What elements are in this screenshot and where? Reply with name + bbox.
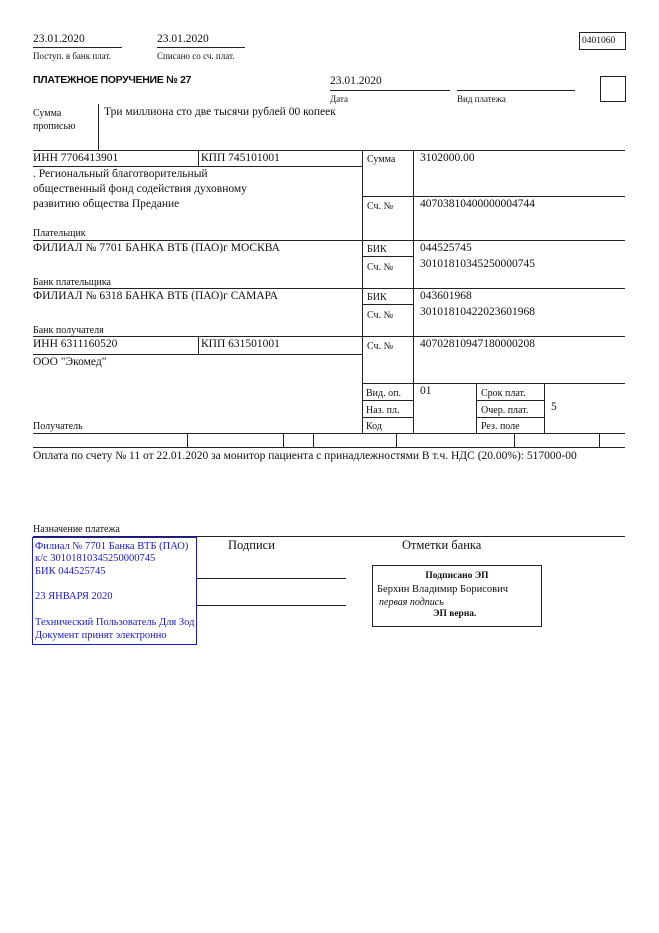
naz-pl-label: Наз. пл. <box>366 405 400 416</box>
payment-type-box <box>600 76 626 102</box>
srok-label: Срок плат. <box>481 388 526 399</box>
amount-words-label: Сумма <box>33 108 62 119</box>
amount-label: Сумма <box>367 154 396 165</box>
stamp-date: 23 ЯНВАРЯ 2020 <box>35 591 113 602</box>
bank-marks-label: Отметки банка <box>402 538 482 552</box>
payee-kpp: КПП 631501001 <box>201 338 280 350</box>
payee-account-label: Сч. № <box>367 341 394 352</box>
payer-account-label: Сч. № <box>367 201 394 212</box>
stamp-line: БИК 044525745 <box>35 566 106 577</box>
payer-bank-account: 30101810345250000745 <box>420 258 535 270</box>
ocher-label: Очер. плат. <box>481 405 529 416</box>
vid-op-label: Вид. оп. <box>366 388 401 399</box>
stamp-line: Технический Пользователь Для Зод <box>35 617 195 628</box>
amount-words: Три миллиона сто две тысячи рублей 00 копеек <box>104 106 336 118</box>
esign-signer: Берхин Владимир Борисович <box>377 584 508 595</box>
amount-words-label-2: прописью <box>33 121 76 132</box>
stamp-line: к/с 30101810345250000745 <box>35 553 156 564</box>
payer-name-2: общественный фонд содействия духовному <box>33 183 247 195</box>
payee-bank-label: Банк получателя <box>33 325 104 336</box>
payer-bank-account-label: Сч. № <box>367 262 394 273</box>
esign-role: первая подпись <box>379 597 444 608</box>
payment-purpose: Оплата по счету № 11 от 22.01.2020 за монитор пациента с принадлежностями В т.ч. НДС (20.00%): 517000-00 <box>33 450 577 462</box>
received-label: Поступ. в банк плат. <box>33 51 111 61</box>
payer-label: Плательщик <box>33 228 86 239</box>
debited-date: 23.01.2020 <box>157 33 209 45</box>
payee-bank-account: 30101810422023601968 <box>420 306 535 318</box>
date-label: Дата <box>330 94 348 104</box>
payee-inn: ИНН 6311160520 <box>33 338 118 350</box>
esign-status: ЭП верна. <box>433 609 477 619</box>
rez-label: Рез. поле <box>481 421 520 432</box>
esign-box <box>372 565 542 627</box>
amount: 3102000.00 <box>420 152 475 164</box>
payee-bank-name: ФИЛИАЛ № 6318 БАНКА ВТБ (ПАО)г САМАРА <box>33 290 278 302</box>
payer-bank-bik: 044525745 <box>420 242 472 254</box>
received-date: 23.01.2020 <box>33 33 85 45</box>
payee-label: Получатель <box>33 421 83 432</box>
debited-label: Списано со сч. плат. <box>157 51 235 61</box>
vid-op: 01 <box>420 385 432 397</box>
payee-bank-account-label: Сч. № <box>367 310 394 321</box>
stamp-line: Документ принят электронно <box>35 630 167 641</box>
payer-bank-name: ФИЛИАЛ № 7701 БАНКА ВТБ (ПАО)г МОСКВА <box>33 242 280 254</box>
payee-name: ООО "Экомед" <box>33 356 107 368</box>
payee-bank-bik-label: БИК <box>367 292 387 303</box>
payee-bank-bik: 043601968 <box>420 290 472 302</box>
payer-kpp: КПП 745101001 <box>201 152 280 164</box>
payer-account: 40703810400000004744 <box>420 198 535 210</box>
payment-type-label: Вид платежа <box>457 94 506 104</box>
ocher: 5 <box>551 401 557 413</box>
payer-name: . Региональный благотворительный <box>33 168 208 180</box>
form-code: 0401060 <box>582 36 616 46</box>
payer-name-3: развитию общества Предание <box>33 198 180 210</box>
payer-bank-bik-label: БИК <box>367 244 387 255</box>
document-title: ПЛАТЕЖНОЕ ПОРУЧЕНИЕ № 27 <box>33 74 192 86</box>
payer-bank-label: Банк плательщика <box>33 277 111 288</box>
form-code-box <box>579 32 626 50</box>
kod-label: Код <box>366 421 382 432</box>
esign-title: Подписано ЭП <box>425 571 489 581</box>
document-date: 23.01.2020 <box>330 75 382 87</box>
bank-stamp <box>32 537 197 645</box>
stamp-line: Филиал № 7701 Банка ВТБ (ПАО) <box>35 541 189 552</box>
purpose-label: Назначение платежа <box>33 524 120 535</box>
payer-inn: ИНН 7706413901 <box>33 152 119 164</box>
payee-account: 40702810947180000208 <box>420 338 535 350</box>
signatures-label: Подписи <box>228 538 275 552</box>
